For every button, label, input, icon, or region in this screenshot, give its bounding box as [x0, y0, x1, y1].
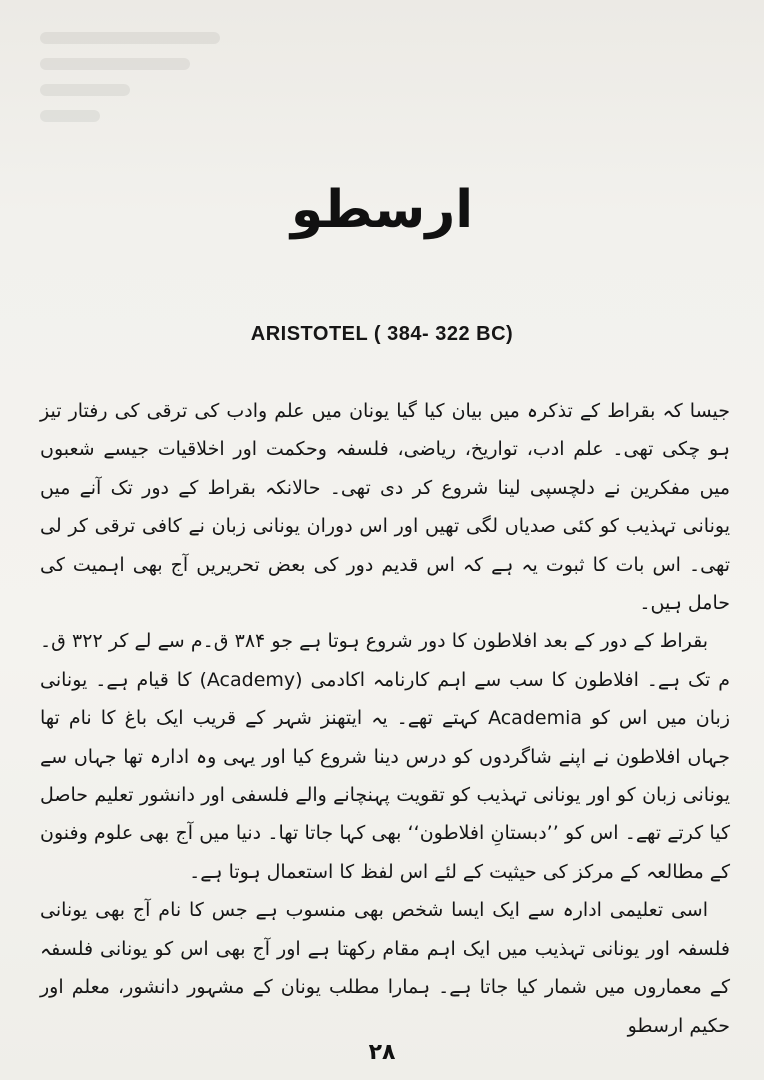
paragraph-3: اسی تعلیمی ادارہ سے ایک ایسا شخص بھی منسوب ہے جس کا نام آج بھی یونانی فلسفہ اور یونانی تہذیب میں ایک اہم مقام رکھتا ہے اور آج بھی اس کو یونانی فلسفہ کے معماروں میں شمار کیا جاتا ہے۔ ہمارا مطلب یونان کے مشہور دانشور، معلم اور حکیم ارسطو	[40, 899, 730, 1037]
chapter-title: ارسطو	[290, 180, 474, 240]
page-number: ۲۸	[368, 1040, 396, 1065]
body-text	[40, 392, 730, 1045]
paragraph-1: جیسا کہ بقراط کے تذکرہ میں بیان کیا گیا یونان میں علم وادب کی ترقی کی رفتار تیز ہو چکی تھی۔ علم ادب، تواریخ، ریاضی، فلسفہ وحکمت اور اخلاقیات جیسے شعبوں میں مفکرین نے دلچسپی لینا شروع کر دی تھی۔ حالانکہ بقراط کے دور تک آنے میں یونانی تہذیب کو کئی صدیاں لگی تھیں اور اس دوران یونانی زبان نے کافی ترقی کر لی تھی۔ اس بات کا ثبوت یہ ہے کہ اس قدیم دور کی بعض تحریریں آج بھی اہمیت کی حامل ہیں۔	[40, 400, 730, 615]
paragraph-2: بقراط کے دور کے بعد افلاطون کا دور شروع ہوتا ہے جو ۳۸۴ ق۔م سے لے کر ۳۲۲ ق۔م تک ہے۔ افلاطون کا سب سے اہم کارنامہ اکادمی (Academy) کا قیام ہے۔ یونانی زبان میں اس کو Academia کہتے تھے۔ یہ ایتھنز شہر کے قریب ایک باغ کا نام تھا جہاں افلاطون نے اپنے شاگردوں کو درس دینا شروع کیا اور یہی وہ ادارہ تھا جہاں سے یونانی زبان کو اور یونانی تہذیب کو تقویت پہنچانے والے فلسفی اور دانشور تعلیم حاصل کیا کرتے تھے۔ اس کو ’’دبستانِ افلاطون‘‘ بھی کہا جاتا تھا۔ دنیا میں آج بھی علوم وفنون کے مطالعہ کے مرکز کی حیثیت کے لئے اس لفظ کا استعمال ہوتا ہے۔	[40, 630, 731, 883]
bleed-through-text	[40, 18, 240, 148]
chapter-subtitle: ARISTOTEL ( 384- 322 BC)	[250, 323, 514, 345]
